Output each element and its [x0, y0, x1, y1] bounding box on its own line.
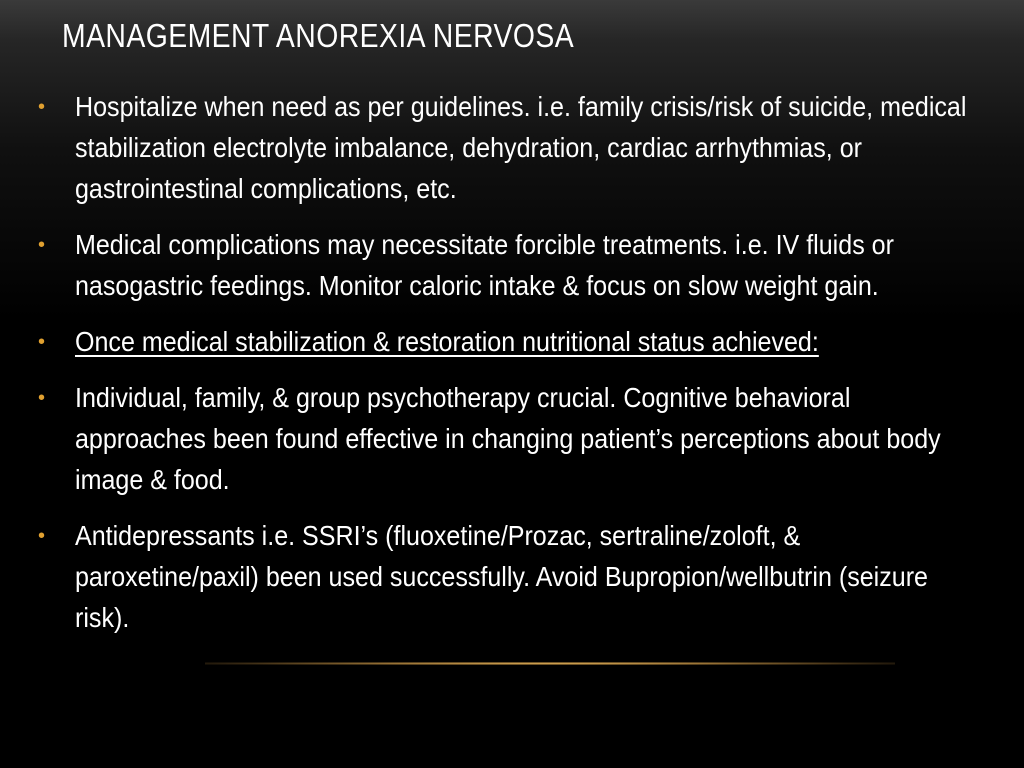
bullet-point-icon: • [38, 387, 46, 409]
bullet-text: Antidepressants i.e. SSRI’s (fluoxetine/Prozac, sertraline/zoloft, & paroxetine/paxil) been used successfully. Avoid Bupropion/wellbutrin (seizure risk). [75, 520, 928, 633]
bullet-item [0, 224, 1024, 306]
bullet-text: Hospitalize when need as per guidelines. i.e. family crisis/risk of suicide, medical stabilization electrolyte imbalance, dehydration, cardiac arrhythmias, or gastrointestinal complications, etc. [75, 91, 967, 204]
bullet-item [0, 86, 1024, 209]
bullet-point-icon: • [38, 525, 46, 547]
bullet-point-icon: • [38, 234, 46, 256]
bullet-point-icon: • [38, 331, 46, 353]
bullet-text-underlined: Once medical stabilization & restoration nutritional status achieved: [75, 326, 819, 357]
bullet-item [0, 515, 1024, 638]
decorative-divider-line [205, 662, 895, 665]
bullet-item [0, 321, 1024, 362]
bullet-point-icon: • [38, 96, 46, 118]
bullet-text: Individual, family, & group psychotherapy crucial. Cognitive behavioral approaches been found effective in changing patient’s perceptions about body image & food. [75, 382, 941, 495]
bullet-text: Medical complications may necessitate forcible treatments. i.e. IV fluids or nasogastric feedings. Monitor caloric intake & focus on slow weight gain. [75, 229, 894, 301]
bullet-item [0, 377, 1024, 500]
slide-title: MANAGEMENT ANOREXIA NERVOSA [62, 17, 575, 54]
bullet-list [0, 86, 1024, 653]
